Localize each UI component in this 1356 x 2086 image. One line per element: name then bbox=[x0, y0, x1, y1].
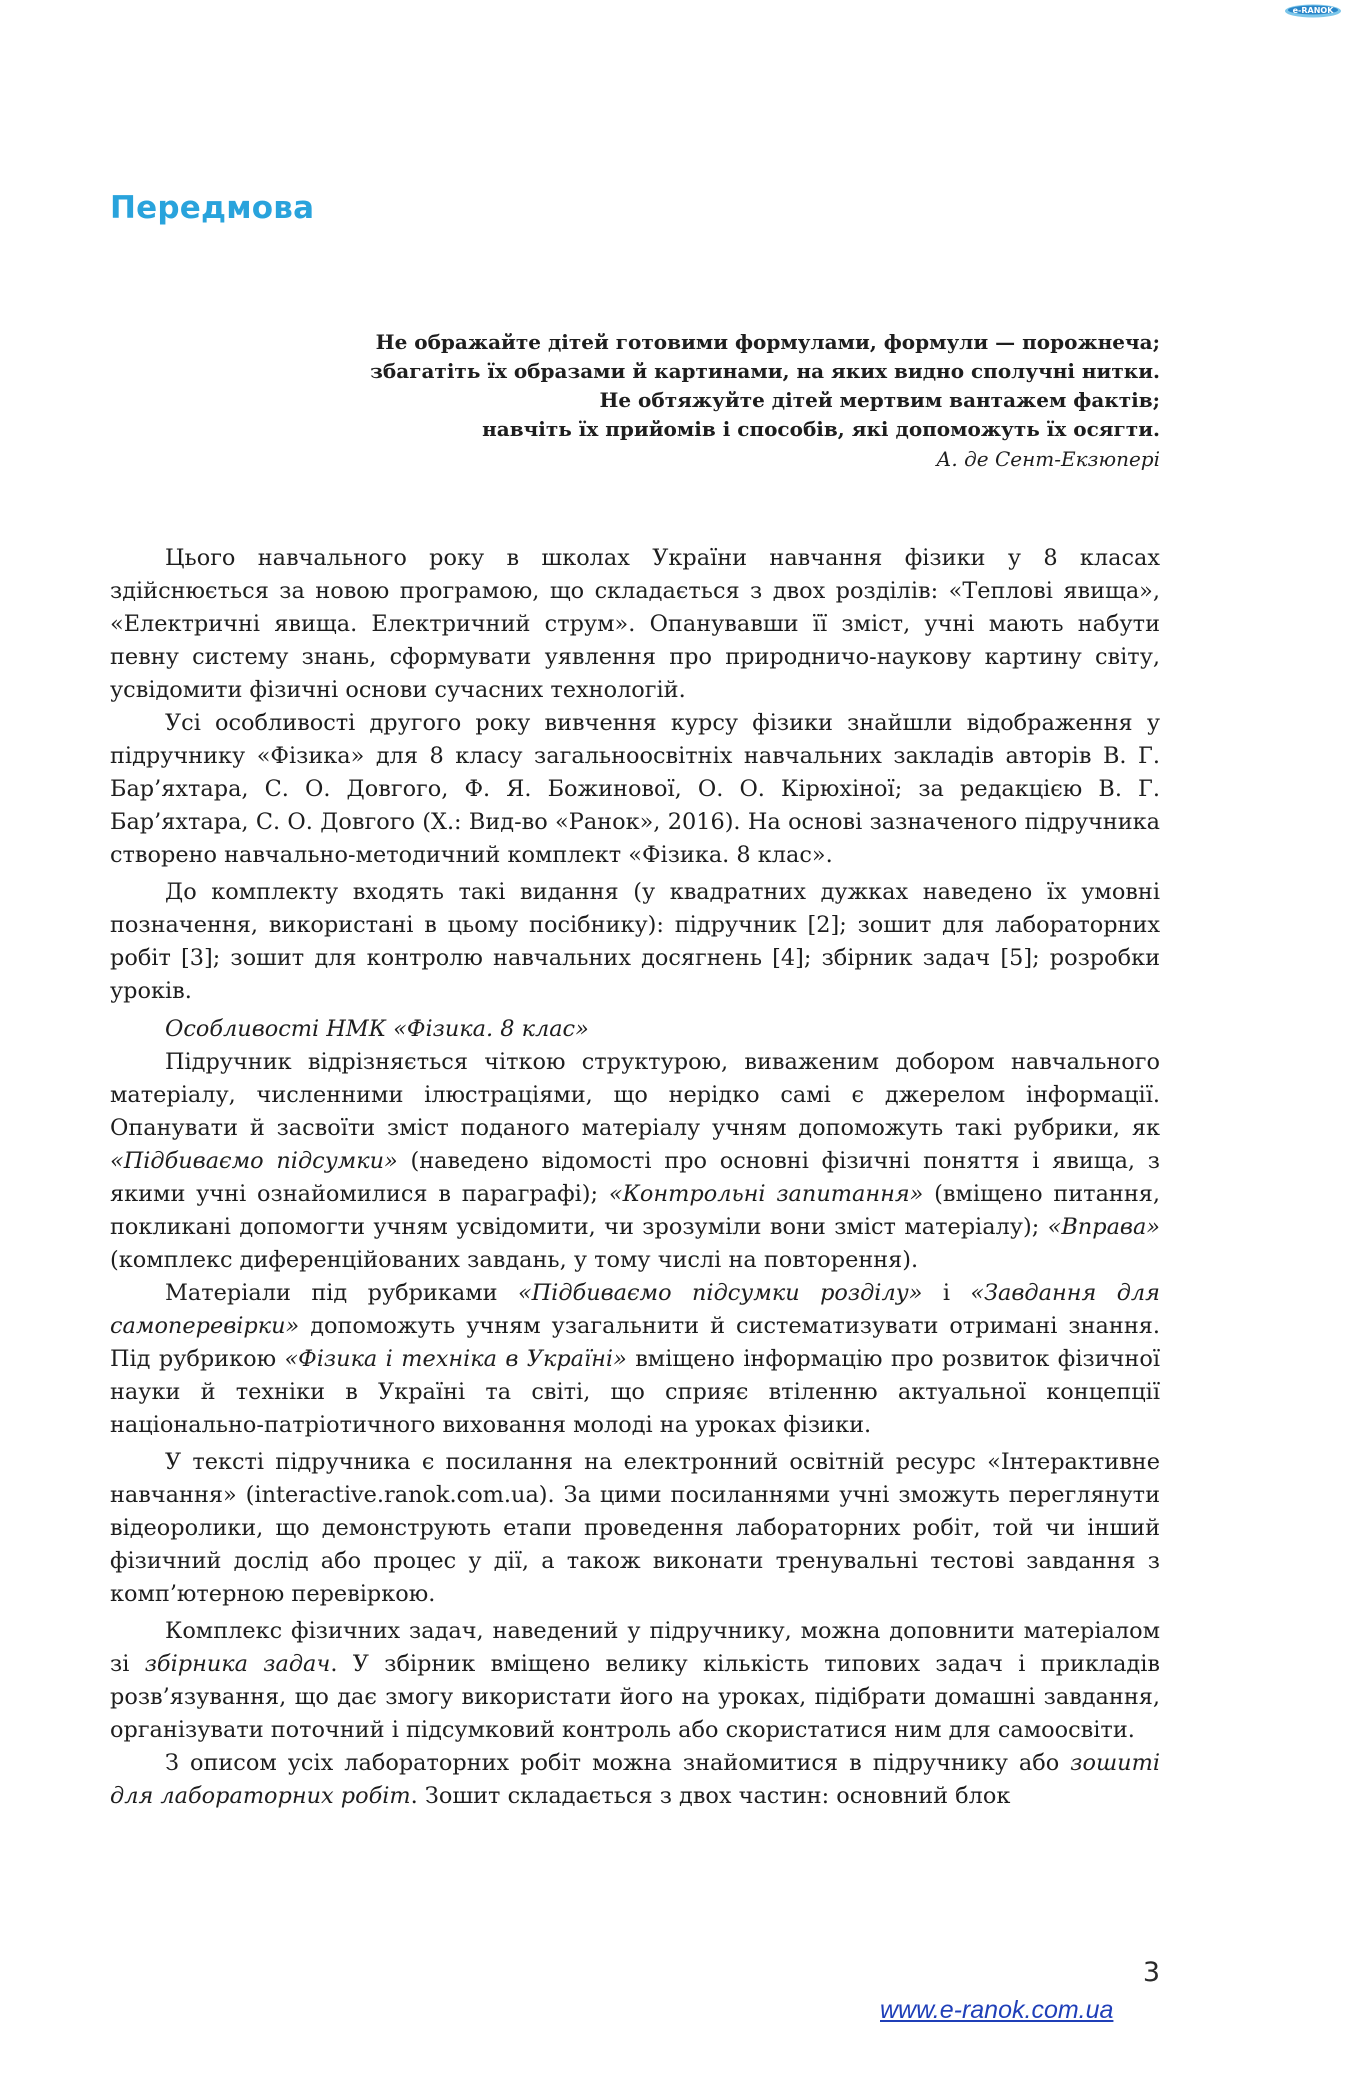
publisher-logo-mark bbox=[1284, 2, 1342, 18]
body-text bbox=[110, 542, 1160, 1813]
epigraph-line: навчіть їх прийомів і способів, які допоможуть їх осягти. bbox=[482, 417, 1160, 441]
rubric-name: «Завдання для самоперевірки» bbox=[110, 1280, 1160, 1339]
rubric-name: «Контрольні запитання» bbox=[608, 1181, 924, 1207]
rubric-name: «Підбиваємо підсумки» bbox=[110, 1148, 398, 1174]
epigraph bbox=[260, 328, 1160, 474]
text-run: Комплекс фізичних задач, наведений у підручнику, можна доповнити матеріалом зі bbox=[110, 1618, 1160, 1677]
paragraph-kit-contents: До комплекту входять такі видання (у квадратних дужках наведено їх умовні позначення, використані в цьому посібнику): підручник [2]; зошит для лабораторних робіт [3]; зошит для контролю навчальних досягнень [4]; збірник задач [5]; розробки уроків. bbox=[110, 879, 1160, 1004]
epigraph-line: Не ображайте дітей готовими формулами, формули — порожнеча; bbox=[375, 330, 1160, 354]
section-subheading: Особливості НМК «Фізика. 8 клас» bbox=[165, 1016, 589, 1042]
rubric-name: «Підбиваємо підсумки розділу» bbox=[517, 1280, 923, 1306]
text-run: і bbox=[922, 1280, 971, 1306]
page-title: Передмова bbox=[110, 190, 315, 226]
text-run: вміщено інформацію про розвиток фізичної науки й техніки в Україні та світі, що сприяє втіленню актуальної концепції національно-патріотичного виховання молоді на уроках фізики. bbox=[110, 1346, 1160, 1438]
epigraph-line: збагатіть їх образами й картинами, на яких видно сполучні нитки. bbox=[370, 359, 1160, 383]
page-number: 3 bbox=[1142, 1957, 1160, 1988]
emphasis-text: збірника задач bbox=[144, 1651, 331, 1677]
paragraph-rubrics bbox=[110, 1277, 1160, 1442]
paragraph-problem-book bbox=[110, 1615, 1160, 1747]
paragraph-interactive: У тексті підручника є посилання на електронний освітній ресурс «Інтерактивне навчання» (interactive.ranok.com.ua). За цими посиланнями учні зможуть переглянути відеоролики, що демонструють етапи проведення лабораторних робіт, той чи інший фізичний дослід або процес у дії, а також виконати тренувальні тестові завдання з комп’ютерною перевіркою. bbox=[110, 1449, 1160, 1607]
publisher-logo bbox=[1284, 2, 1342, 18]
text-run: З описом усіх лабораторних робіт можна знайомитися в підручнику або bbox=[165, 1750, 1071, 1776]
website-link[interactable]: www.e-ranok.com.ua bbox=[880, 1996, 1114, 2024]
rubric-name: «Вправа» bbox=[1047, 1214, 1160, 1240]
paragraph-curriculum: Цього навчального року в школах України навчання фізики у 8 класах здійснюється за новою програмою, що складається з двох розділів: «Теплові явища», «Електричні явища. Електричний струм». Опанувавши її зміст, учні мають набути певну систему знань, сформувати уявлення про природничо-наукову картину світу, усвідомити фізичні основи сучасних технологій. bbox=[110, 545, 1160, 703]
paragraph-textbook-features bbox=[110, 1046, 1160, 1277]
text-run: . Зошит складається з двох частин: основний блок bbox=[410, 1783, 1011, 1809]
logo-text: e-RANOK bbox=[1292, 6, 1334, 15]
text-run: (комплекс диференційованих завдань, у тому числі на повторення). bbox=[110, 1247, 919, 1273]
text-run: (вміщено питання, покликані допомогти учням усвідомити, чи зрозуміли вони зміст матеріалу); bbox=[110, 1181, 1161, 1240]
text-run: допоможуть учням узагальнити й систематизувати отримані знання. Під рубрикою bbox=[110, 1313, 1160, 1372]
text-run: . У збірник вміщено велику кількість типових задач і прикладів розв’язування, що дає змогу використати його на уроках, підібрати домашні завдання, організувати поточний і підсумковий контроль або скористатися ним для самоосвіти. bbox=[110, 1651, 1160, 1743]
text-run: Матеріали під рубриками bbox=[165, 1280, 518, 1306]
paragraph-textbook: Усі особливості другого року вивчення курсу фізики знайшли відображення у підручнику «Фізика» для 8 класу загальноосвітніх навчальних закладів авторів В. Г. Бар’яхтара, С. О. Довгого, Ф. Я. Божинової, О. О. Кірюхіної; за редакцією В. Г. Бар’яхтара, С. О. Довгого (Х.: Вид-во «Ранок», 2016). На основі зазначеного підручника створено навчально-методичний комплект «Фізика. 8 клас». bbox=[110, 710, 1160, 868]
text-run: (наведено відомості про основні фізичні поняття і явища, з якими учні ознайомилися в параграфі); bbox=[110, 1148, 1160, 1207]
emphasis-text: зошиті для лабораторних робіт bbox=[110, 1750, 1160, 1809]
epigraph-author: А. де Сент-Екзюпері bbox=[936, 447, 1160, 471]
rubric-name: «Фізика і техніка в Україні» bbox=[284, 1346, 627, 1372]
epigraph-line: Не обтяжуйте дітей мертвим вантажем фактів; bbox=[599, 388, 1160, 412]
text-run: Підручник відрізняється чіткою структурою, виваженим добором навчального матеріалу, численними ілюстраціями, що нерідко самі є джерелом інформації. Опанувати й засвоїти зміст поданого матеріалу учням допоможуть такі рубрики, як bbox=[110, 1049, 1160, 1141]
paragraph-lab-workbook bbox=[110, 1747, 1160, 1813]
